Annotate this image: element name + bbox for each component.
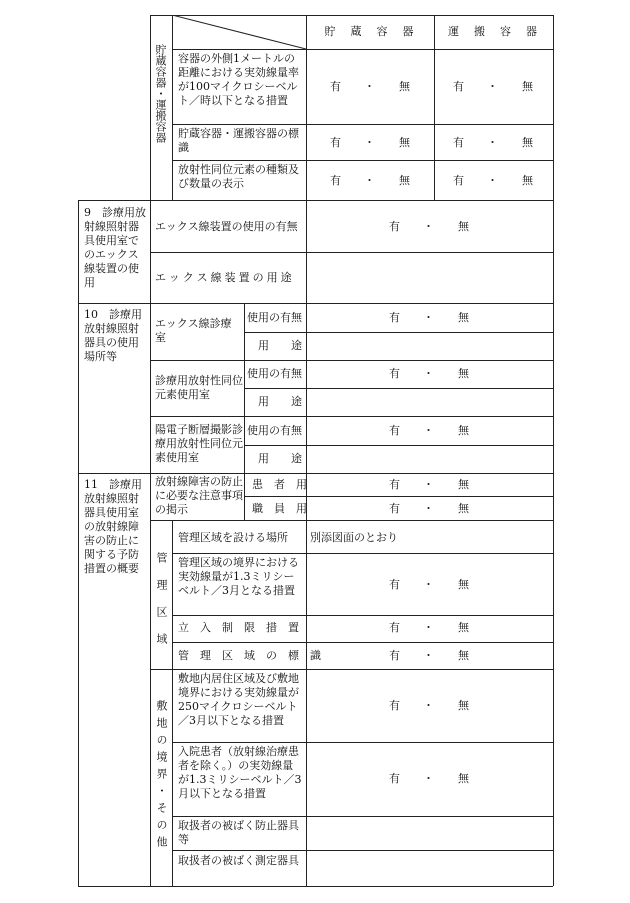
col-transport-header: 運 搬 容 器: [448, 25, 539, 38]
no-mark: 無: [399, 136, 410, 149]
storage-row-sign: 貯蔵容器・運搬容器の標識: [178, 127, 299, 154]
rule: [78, 886, 553, 887]
site-boundary-side-label: 敷地の境界・その他: [155, 700, 168, 853]
no-mark: 無: [458, 502, 469, 515]
rule: [172, 49, 553, 50]
dot-mark: ・: [487, 136, 498, 149]
rule: [172, 850, 553, 851]
exposure-protection: 取扱者の被ばく防止器具等: [178, 819, 299, 846]
yes-mark: 有: [389, 478, 400, 491]
yes-mark: 有: [453, 174, 464, 187]
no-mark: 無: [458, 621, 469, 634]
yes-mark: 有: [389, 502, 400, 515]
no-mark: 無: [458, 772, 469, 785]
sec10-use-2: 使用の有無: [247, 367, 302, 380]
no-mark: 無: [522, 80, 533, 93]
rule: [244, 388, 553, 389]
mgmt-sign: 管 理 区 域 の 標 識: [178, 649, 321, 662]
dot-mark: ・: [423, 502, 434, 515]
dot-mark: ・: [423, 649, 434, 662]
dot-mark: ・: [364, 80, 375, 93]
yes-mark: 有: [389, 772, 400, 785]
yes-mark: 有: [330, 174, 341, 187]
sec9-xray-use: エックス線装置の使用の有無: [155, 220, 298, 233]
mgmt-area-side-label: 管理区域: [155, 552, 168, 660]
yes-mark: 有: [389, 311, 400, 324]
sec10-xray-room: エックス線診療室: [155, 317, 232, 344]
sec10-purpose-3: 用 途: [258, 452, 302, 465]
dot-mark: ・: [423, 424, 434, 437]
no-mark: 無: [522, 136, 533, 149]
rule: [553, 15, 554, 886]
sec11-label: 11 診療用放射線照射器具使用室の放射線障害の防止に関する予防措置の概要: [84, 478, 142, 575]
sec11-notice: 放射線障害の防止に必要な注意事項の掲示: [155, 475, 243, 516]
yes-mark: 有: [389, 699, 400, 712]
storage-side-label: 貯蔵容器・運搬容器: [154, 44, 167, 143]
sec10-label: 10 診療用放射線照射器具の使用場所等: [84, 308, 142, 363]
inpatient-measure: 入院患者（放射線治療患者を除く。）の実効線量が1.3ミリシーベルト／3月以下となる措置: [178, 745, 302, 800]
mgmt-place: 管理区域を設ける場所: [178, 531, 288, 544]
rule: [150, 15, 151, 886]
rule: [172, 553, 553, 554]
sec9-label: 9 診療用放射線照射器具使用室でのエックス線装置の使用: [84, 206, 146, 289]
sec10-purpose-1: 用 途: [258, 339, 302, 352]
rule: [172, 742, 553, 743]
rule: [244, 496, 553, 497]
no-mark: 無: [399, 80, 410, 93]
entry-limit: 立 入 制 限 措 置: [178, 621, 299, 634]
storage-row-display: 放射性同位元素の種類及び数量の表示: [178, 163, 299, 190]
rule: [244, 445, 553, 446]
exposure-measurement: 取扱者の被ばく測定器具: [178, 854, 299, 867]
yes-mark: 有: [389, 578, 400, 591]
dot-mark: ・: [364, 174, 375, 187]
sec11-staff: 職 員 用: [252, 502, 307, 515]
yes-mark: 有: [389, 367, 400, 380]
rule: [150, 520, 553, 521]
dot-mark: ・: [423, 478, 434, 491]
rule: [150, 252, 553, 253]
no-mark: 無: [458, 311, 469, 324]
no-mark: 無: [458, 578, 469, 591]
rule: [434, 15, 435, 200]
rule: [150, 669, 553, 670]
yes-mark: 有: [389, 649, 400, 662]
no-mark: 無: [458, 699, 469, 712]
dot-mark: ・: [423, 311, 434, 324]
dot-mark: ・: [423, 621, 434, 634]
rule: [172, 160, 553, 161]
dot-mark: ・: [423, 578, 434, 591]
rule: [172, 615, 553, 616]
yes-mark: 有: [389, 621, 400, 634]
no-mark: 無: [522, 174, 533, 187]
rule: [172, 816, 553, 817]
sec10-use-3: 使用の有無: [247, 424, 302, 437]
no-mark: 無: [458, 478, 469, 491]
col-storage-header: 貯 蔵 容 器: [324, 25, 416, 38]
yes-mark: 有: [453, 136, 464, 149]
no-mark: 無: [458, 424, 469, 437]
dot-mark: ・: [364, 136, 375, 149]
no-mark: 無: [458, 220, 469, 233]
rule: [244, 332, 553, 333]
storage-row-dose-rate: 容器の外側1メートルの距離における実効線量率が100マイクロシーベルト／時以下となる措置: [178, 52, 299, 107]
rule: [172, 642, 553, 643]
sec10-pet-room: 陽電子断層撮影診療用放射性同位元素使用室: [155, 423, 243, 464]
dot-mark: ・: [423, 220, 434, 233]
yes-mark: 有: [453, 80, 464, 93]
mgmt-place-value: 別添図面のとおり: [310, 531, 398, 544]
no-mark: 無: [458, 367, 469, 380]
rule: [306, 15, 307, 886]
rule: [78, 200, 79, 886]
dot-mark: ・: [423, 367, 434, 380]
dot-mark: ・: [423, 772, 434, 785]
yes-mark: 有: [389, 220, 400, 233]
dot-mark: ・: [487, 174, 498, 187]
no-mark: 無: [399, 174, 410, 187]
rule: [150, 416, 553, 417]
rule: [172, 520, 173, 886]
rule: [172, 124, 553, 125]
site-boundary-measure: 敷地内居住区域及び敷地境界における実効線量が250マイクロシーベルト／3月以下となる措置: [178, 672, 299, 727]
sec11-patients: 患 者 用: [252, 478, 307, 491]
mgmt-boundary: 管理区域の境界における実効線量が1.3ミリシーベルト／3月となる措置: [178, 556, 299, 597]
rule: [150, 360, 553, 361]
yes-mark: 有: [330, 80, 341, 93]
header-diagonal: [172, 15, 306, 49]
yes-mark: 有: [389, 424, 400, 437]
yes-mark: 有: [330, 136, 341, 149]
sec9-xray-purpose: エックス線装置の用途: [155, 271, 295, 284]
no-mark: 無: [458, 649, 469, 662]
dot-mark: ・: [487, 80, 498, 93]
sec10-ri-room: 診療用放射性同位元素使用室: [155, 374, 243, 401]
rule: [244, 303, 245, 520]
dot-mark: ・: [423, 699, 434, 712]
sec10-use-1: 使用の有無: [247, 311, 302, 324]
sec10-purpose-2: 用 途: [258, 395, 302, 408]
